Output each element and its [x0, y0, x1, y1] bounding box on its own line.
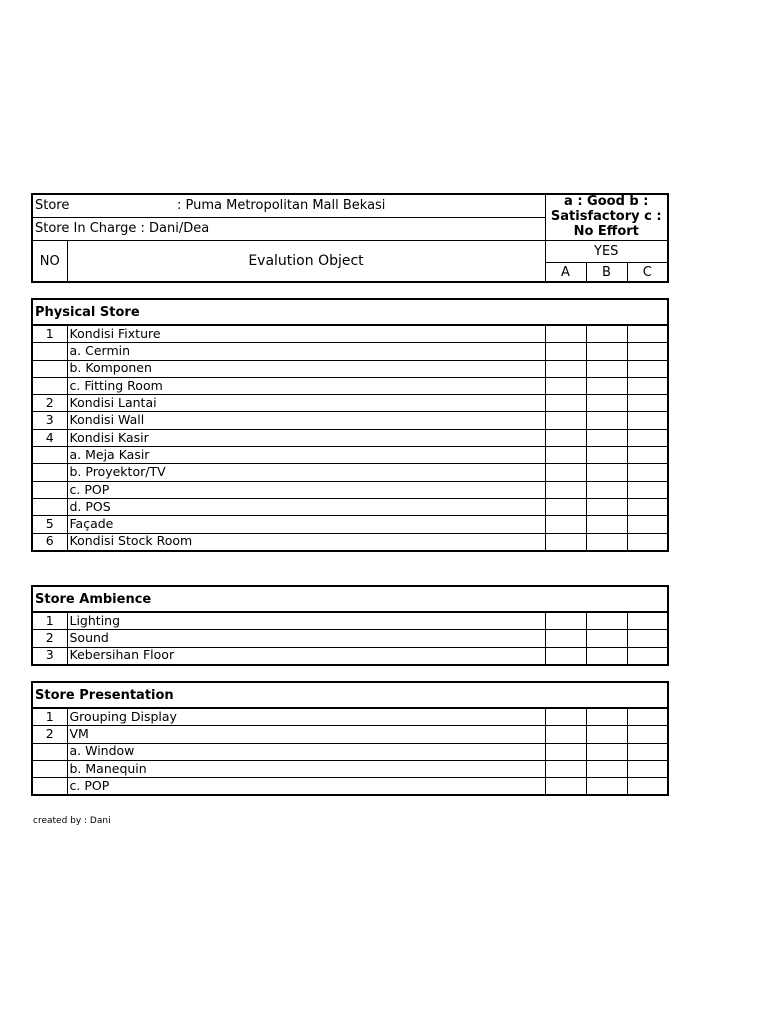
incharge-row: [32, 217, 545, 240]
item-label: VM: [67, 726, 545, 743]
item-label: a. Cermin: [67, 343, 545, 360]
object-header: Evalution Object: [67, 240, 545, 282]
rating-cell-a[interactable]: [545, 377, 586, 394]
item-label: Kondisi Kasir: [67, 429, 545, 446]
table-row: [32, 778, 668, 796]
section-title: Store Presentation: [32, 682, 668, 708]
rating-cell-c[interactable]: [627, 429, 668, 446]
item-number: 6: [32, 533, 67, 551]
table-row: [32, 647, 668, 665]
rating-cell-c[interactable]: [627, 447, 668, 464]
item-number: [32, 447, 67, 464]
rating-cell-c[interactable]: [627, 325, 668, 343]
rating-cell-b[interactable]: [586, 395, 627, 412]
no-header: NO: [32, 240, 67, 282]
rating-cell-b[interactable]: [586, 412, 627, 429]
rating-cell-b[interactable]: [586, 708, 627, 726]
item-number: 5: [32, 516, 67, 533]
table-row: [32, 630, 668, 647]
rating-cell-c[interactable]: [627, 498, 668, 515]
rating-cell-c[interactable]: [627, 343, 668, 360]
section-table: [31, 681, 669, 796]
rating-cell-b[interactable]: [586, 760, 627, 777]
item-label: c. Fitting Room: [67, 377, 545, 394]
rating-cell-b[interactable]: [586, 516, 627, 533]
rating-cell-a[interactable]: [545, 760, 586, 777]
footer-credit: created by : Dani: [33, 816, 111, 826]
rating-cell-c[interactable]: [627, 726, 668, 743]
rating-cell-b[interactable]: [586, 726, 627, 743]
item-number: [32, 481, 67, 498]
item-number: [32, 377, 67, 394]
rating-cell-c[interactable]: [627, 630, 668, 647]
table-row: [32, 360, 668, 377]
item-number: 2: [32, 395, 67, 412]
item-label: b. Manequin: [67, 760, 545, 777]
rating-cell-a[interactable]: [545, 343, 586, 360]
rating-cell-c[interactable]: [627, 464, 668, 481]
rating-cell-b[interactable]: [586, 481, 627, 498]
rating-cell-c[interactable]: [627, 360, 668, 377]
rating-cell-b[interactable]: [586, 464, 627, 481]
item-label: Façade: [67, 516, 545, 533]
table-row: [32, 760, 668, 777]
rating-cell-a[interactable]: [545, 743, 586, 760]
rating-cell-a[interactable]: [545, 447, 586, 464]
table-row: [32, 395, 668, 412]
section-table: [31, 298, 669, 552]
rating-cell-c[interactable]: [627, 481, 668, 498]
rating-cell-a[interactable]: [545, 464, 586, 481]
rating-cell-a[interactable]: [545, 533, 586, 551]
rating-cell-b[interactable]: [586, 498, 627, 515]
rating-cell-a[interactable]: [545, 708, 586, 726]
table-row: [32, 412, 668, 429]
item-number: 3: [32, 647, 67, 665]
rating-cell-a[interactable]: [545, 429, 586, 446]
incharge-label: Store In Charge: [35, 221, 137, 237]
item-label: Kondisi Wall: [67, 412, 545, 429]
table-row: [32, 726, 668, 743]
item-label: a. Meja Kasir: [67, 447, 545, 464]
item-label: c. POP: [67, 778, 545, 796]
table-row: [32, 612, 668, 630]
item-label: b. Komponen: [67, 360, 545, 377]
table-row: [32, 377, 668, 394]
item-label: Kondisi Fixture: [67, 325, 545, 343]
rating-cell-b[interactable]: [586, 778, 627, 796]
rating-cell-c[interactable]: [627, 516, 668, 533]
store-label: Store: [35, 198, 70, 214]
rating-cell-c[interactable]: [627, 412, 668, 429]
table-row: [32, 325, 668, 343]
rating-cell-a[interactable]: [545, 412, 586, 429]
item-number: 1: [32, 325, 67, 343]
rating-cell-c[interactable]: [627, 708, 668, 726]
store-row: [32, 194, 545, 217]
rating-cell-a[interactable]: [545, 630, 586, 647]
item-number: [32, 760, 67, 777]
table-row: [32, 429, 668, 446]
rating-cell-b[interactable]: [586, 630, 627, 647]
item-label: Kondisi Stock Room: [67, 533, 545, 551]
rating-cell-b[interactable]: [586, 447, 627, 464]
rating-cell-a[interactable]: [545, 726, 586, 743]
rating-cell-b[interactable]: [586, 325, 627, 343]
rating-cell-a[interactable]: [545, 325, 586, 343]
rating-cell-a[interactable]: [545, 360, 586, 377]
col-b-header: B: [586, 262, 627, 282]
item-number: 1: [32, 612, 67, 630]
item-number: [32, 464, 67, 481]
item-number: [32, 343, 67, 360]
table-row: [32, 516, 668, 533]
rating-cell-b[interactable]: [586, 612, 627, 630]
rating-cell-c[interactable]: [627, 760, 668, 777]
rating-cell-a[interactable]: [545, 647, 586, 665]
item-number: [32, 778, 67, 796]
store-value: : Puma Metropolitan Mall Bekasi: [177, 198, 386, 214]
rating-cell-c[interactable]: [627, 377, 668, 394]
item-number: [32, 743, 67, 760]
rating-cell-c[interactable]: [627, 533, 668, 551]
rating-cell-c[interactable]: [627, 395, 668, 412]
rating-cell-b[interactable]: [586, 429, 627, 446]
table-row: [32, 481, 668, 498]
item-label: Kebersihan Floor: [67, 647, 545, 665]
section-title: Physical Store: [32, 299, 668, 325]
item-label: a. Window: [67, 743, 545, 760]
rating-cell-b[interactable]: [586, 647, 627, 665]
table-row: [32, 343, 668, 360]
rating-cell-a[interactable]: [545, 481, 586, 498]
table-row: [32, 533, 668, 551]
col-a-header: A: [545, 262, 586, 282]
header-table: [31, 193, 669, 283]
item-label: Kondisi Lantai: [67, 395, 545, 412]
item-number: [32, 360, 67, 377]
rating-cell-c[interactable]: [627, 778, 668, 796]
section-title: Store Ambience: [32, 586, 668, 612]
item-label: c. POP: [67, 481, 545, 498]
rating-cell-b[interactable]: [586, 377, 627, 394]
table-row: [32, 464, 668, 481]
item-number: 3: [32, 412, 67, 429]
rating-cell-b[interactable]: [586, 533, 627, 551]
table-row: [32, 743, 668, 760]
item-number: 2: [32, 726, 67, 743]
item-number: 1: [32, 708, 67, 726]
item-number: 2: [32, 630, 67, 647]
col-c-header: C: [627, 262, 668, 282]
rating-cell-a[interactable]: [545, 498, 586, 515]
item-label: Grouping Display: [67, 708, 545, 726]
rating-cell-a[interactable]: [545, 395, 586, 412]
rating-legend: a : Good b : Satisfactory c : No Effort: [545, 194, 668, 240]
item-label: Sound: [67, 630, 545, 647]
rating-cell-b[interactable]: [586, 360, 627, 377]
item-number: 4: [32, 429, 67, 446]
item-number: [32, 498, 67, 515]
rating-cell-a[interactable]: [545, 612, 586, 630]
table-row: [32, 498, 668, 515]
rating-cell-b[interactable]: [586, 343, 627, 360]
section-table: [31, 585, 669, 666]
rating-cell-c[interactable]: [627, 612, 668, 630]
rating-cell-a[interactable]: [545, 516, 586, 533]
rating-cell-a[interactable]: [545, 778, 586, 796]
incharge-value: : Dani/Dea: [140, 221, 210, 237]
item-label: Lighting: [67, 612, 545, 630]
yes-header: YES: [545, 240, 668, 262]
rating-cell-c[interactable]: [627, 647, 668, 665]
rating-cell-c[interactable]: [627, 743, 668, 760]
item-label: b. Proyektor/TV: [67, 464, 545, 481]
table-row: [32, 708, 668, 726]
item-label: d. POS: [67, 498, 545, 515]
table-row: [32, 447, 668, 464]
rating-cell-b[interactable]: [586, 743, 627, 760]
